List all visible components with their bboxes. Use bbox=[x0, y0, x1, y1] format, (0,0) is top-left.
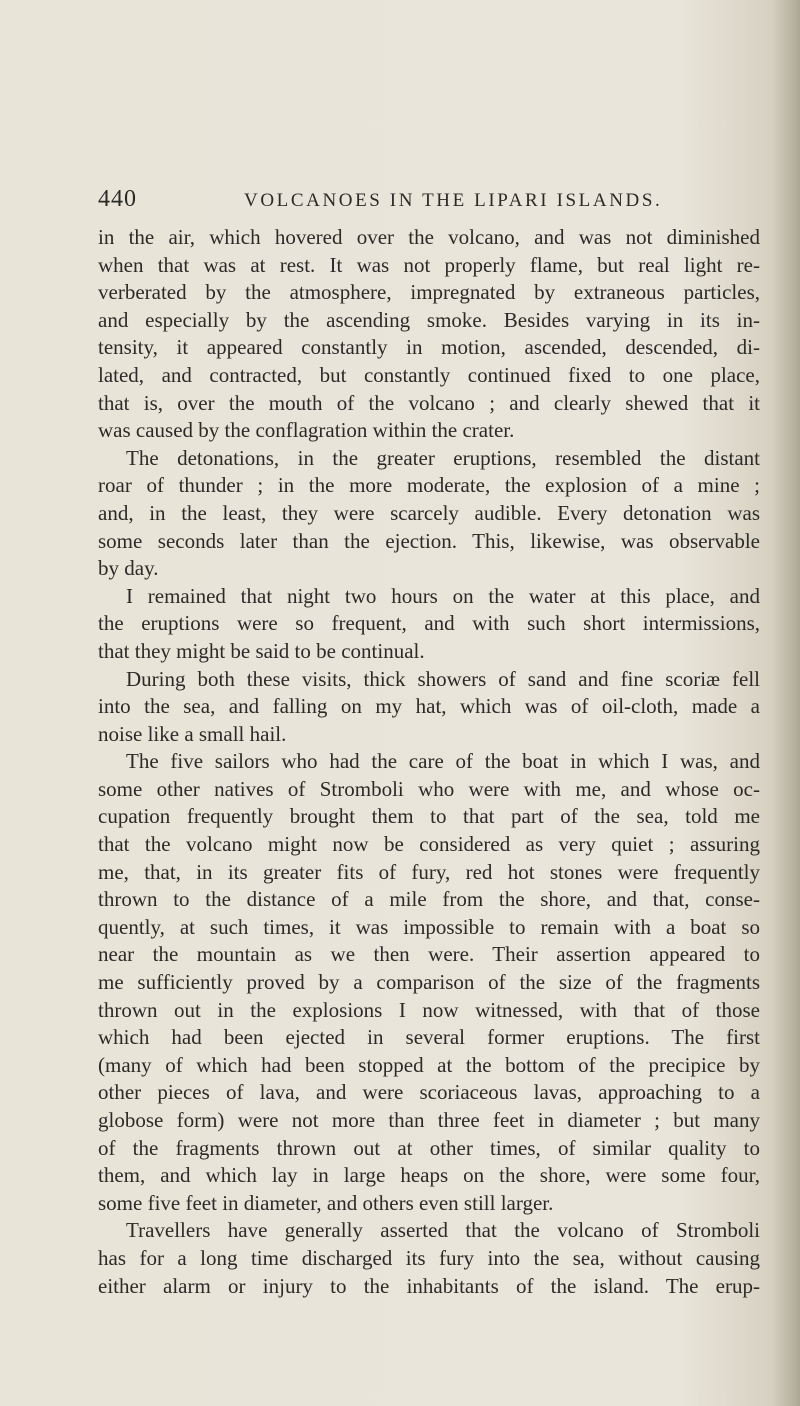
text-line: roar of thunder ; in the more moderate, the explosion of a mine ; bbox=[98, 473, 760, 498]
text-line: The five sailors who had the care of the boat in which I was, and bbox=[126, 749, 760, 774]
text-line: verberated by the atmosphere, impregnated by extraneous particles, bbox=[98, 280, 760, 305]
text-line: was caused by the conflagration within the crater. bbox=[98, 418, 515, 443]
text-line: me sufficiently proved by a comparison of the size of the fragments bbox=[98, 970, 760, 995]
text-line: tensity, it appeared constantly in motion, ascended, descended, di- bbox=[98, 335, 760, 360]
text-line: that the volcano might now be considered as very quiet ; assuring bbox=[98, 832, 760, 857]
text-line: either alarm or injury to the inhabitants of the island. The erup- bbox=[98, 1273, 760, 1298]
text-line: lated, and contracted, but constantly continued fixed to one place, bbox=[98, 362, 760, 387]
text-line: has for a long time discharged its fury into the sea, without causing bbox=[98, 1245, 760, 1270]
text-line: near the mountain as we then were. Their assertion appeared to bbox=[98, 942, 760, 967]
text-line: globose form) were not more than three feet in diameter ; but many bbox=[98, 1108, 760, 1132]
text-line: me, that, in its greater fits of fury, red hot stones were frequently bbox=[98, 859, 760, 884]
text-line: that they might be said to be continual. bbox=[98, 638, 425, 663]
text-line: Travellers have generally asserted that the volcano of Stromboli bbox=[126, 1218, 760, 1243]
text-line: of the fragments thrown out at other times, of similar quality to bbox=[98, 1135, 760, 1160]
text-line: thrown out in the explosions I now witnessed, with that of those bbox=[98, 997, 760, 1022]
text-line: some other natives of Stromboli who were with me, and whose oc- bbox=[98, 776, 760, 801]
page-edge-shadow bbox=[772, 0, 800, 1406]
text-line: some five feet in diameter, and others even still larger. bbox=[98, 1190, 554, 1215]
text-line: thrown to the distance of a mile from the shore, and that, conse- bbox=[98, 887, 760, 912]
text-line: and, in the least, they were scarcely audible. Every detonation was bbox=[98, 500, 760, 525]
text-line: in the air, which hovered over the volcano, and was not diminished bbox=[98, 225, 760, 249]
running-title: VOLCANOES IN THE LIPARI ISLANDS. bbox=[244, 190, 663, 211]
text-line: During both these visits, thick showers of sand and fine scoriæ fell bbox=[126, 666, 760, 691]
text-line: other pieces of lava, and were scoriaceous lavas, approaching to a bbox=[98, 1080, 760, 1105]
text-line: into the sea, and falling on my hat, which was of oil-cloth, made a bbox=[98, 694, 760, 719]
text-line: cupation frequently brought them to that part of the sea, told me bbox=[98, 804, 760, 829]
text-line: the eruptions were so frequent, and with such short intermissions, bbox=[98, 611, 760, 636]
text-line: which had been ejected in several former eruptions. The first bbox=[98, 1025, 760, 1050]
body-text bbox=[98, 224, 760, 1300]
text-line: by day. bbox=[98, 556, 159, 581]
text-line: (many of which had been stopped at the bottom of the precipice by bbox=[98, 1052, 760, 1077]
text-line: when that was at rest. It was not properly flame, but real light re- bbox=[98, 252, 760, 277]
text-line: some seconds later than the ejection. This, likewise, was observable bbox=[98, 528, 760, 553]
text-line: quently, at such times, it was impossible to remain with a boat so bbox=[98, 914, 760, 939]
text-line: I remained that night two hours on the water at this place, and bbox=[126, 583, 760, 608]
text-line: and especially by the ascending smoke. Besides varying in its in- bbox=[98, 307, 760, 332]
text-line: that is, over the mouth of the volcano ; and clearly shewed that it bbox=[98, 390, 760, 415]
text-line: noise like a small hail. bbox=[98, 721, 287, 746]
running-head bbox=[98, 186, 758, 220]
text-line: The detonations, in the greater eruptions, resembled the distant bbox=[126, 445, 760, 470]
text-line: them, and which lay in large heaps on the shore, were some four, bbox=[98, 1163, 760, 1188]
page-number: 440 bbox=[98, 186, 137, 212]
